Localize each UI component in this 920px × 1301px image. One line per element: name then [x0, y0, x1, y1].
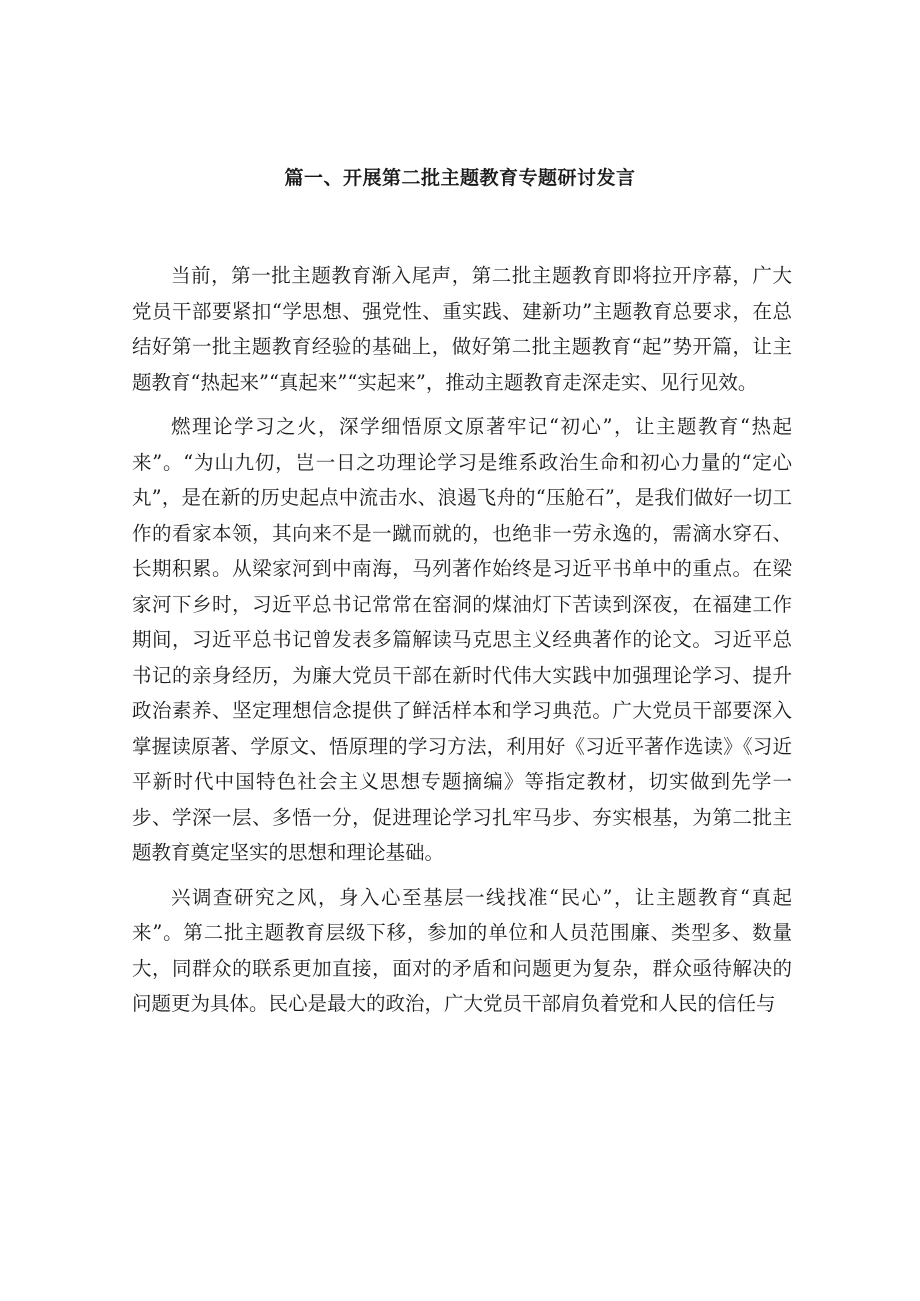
paragraph: 燃理论学习之火，深学细悟原文原著牢记“初心”，让主题教育“热起来”。“为山九仞，岂一日之功理论学习是维系政治生命和初心力量的“定心丸”，是在新的历史起点中流击水、浪遏飞舟的“压舱石”，是我们做好一切工作的看家本领，其向来不是一蹴而就的，也绝非一劳永逸的，需滴水穿石、长期积累。从梁家河到中南海，马列著作始终是习近平书单中的重点。在梁家河下乡时，习近平总书记常常在窑洞的煤油灯下苦读到深夜，在福建工作期间，习近平总书记曾发表多篇解读马克思主义经典著作的论文。习近平总书记的亲身经历，为廉大党员干部在新时代伟大实践中加强理论学习、提升政治素养、坚定理想信念提供了鲜活样本和学习典范。广大党员干部要深入掌握读原著、学原文、悟原理的学习方法，利用好《习近平著作选读》《习近平新时代中国特色社会主义思想专题摘编》等指定教材，切实做到先学一步、学深一层、多悟一分，促进理论学习扎牢马步、夯实根基，为第二批主题教育奠定坚实的思想和理论基础。 [132, 415, 792, 864]
document-title: 篇一、开展第二批主题教育专题研讨发言 [284, 167, 636, 189]
paragraph: 兴调查研究之风，身入心至基层一线找准“民心”，让主题教育“真起来”。第二批主题教育层级下移，参加的单位和人员范围廉、类型多、数量大，同群众的联系更加直接，面对的矛盾和问题更为复杂，群众亟待解决的问题更为具体。民心是最大的政治，广大党员干部肩负着党和人民的信任与 [132, 885, 792, 1015]
paragraph: 当前，第一批主题教育渐入尾声，第二批主题教育即将拉开序幕，广大党员干部要紧扣“学思想、强党性、重实践、建新功”主题教育总要求，在总结好第一批主题教育经验的基础上，做好第二批主题教育“起”势开篇，让主题教育“热起来”“真起来”“实起来”，推动主题教育走深走实、见行见效。 [132, 264, 792, 394]
document-body [132, 258, 792, 1031]
